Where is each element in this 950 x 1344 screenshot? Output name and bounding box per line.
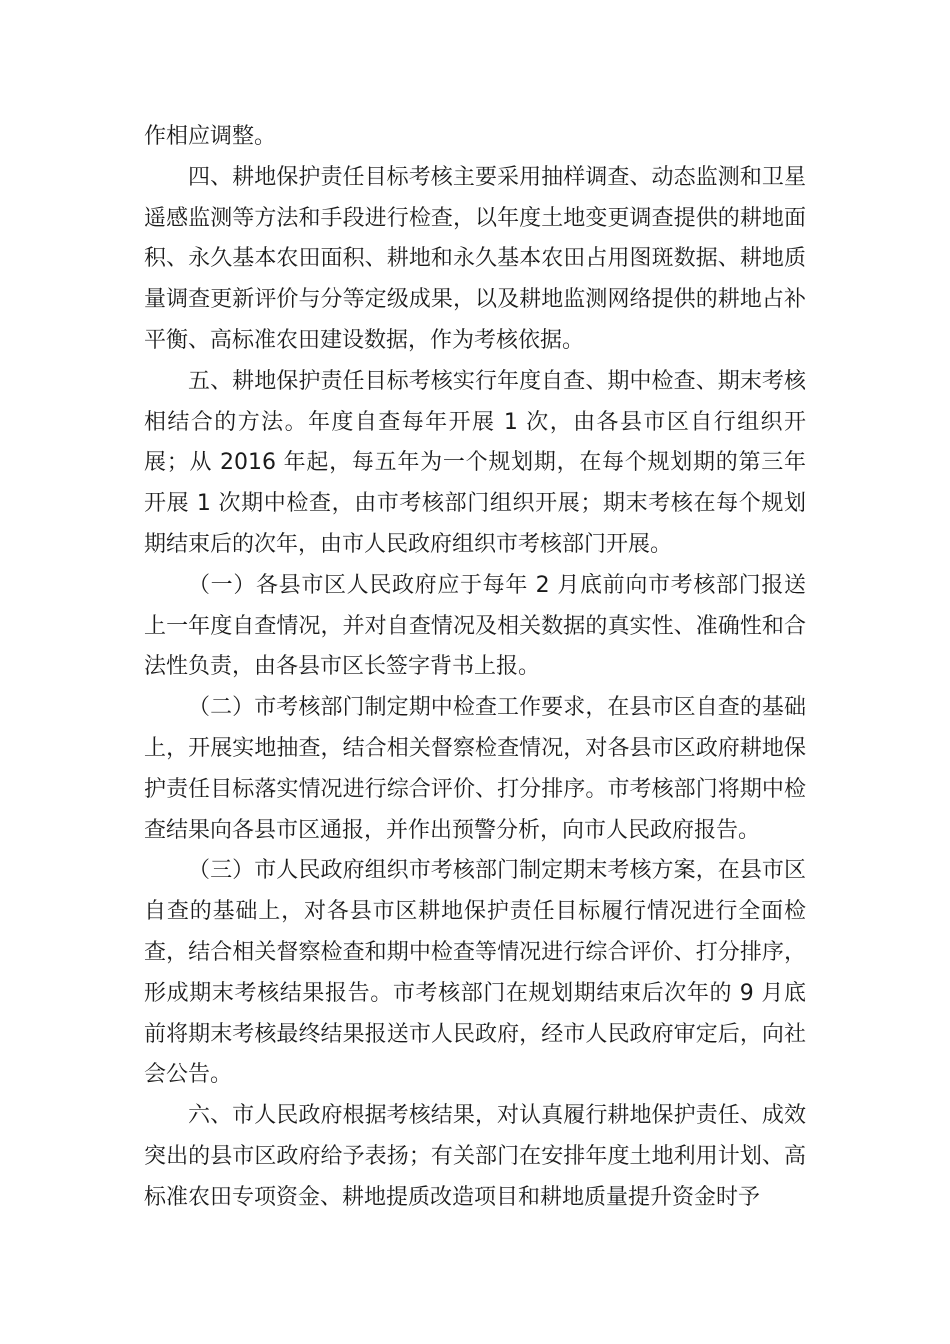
paragraph-subsection-1: （一）各县市区人民政府应于每年 2 月底前向市考核部门报送上一年度自查情况，并对自查情况及相关数据的真实性、准确性和合法性负责，由各县市区长签字背书上报。 [144,572,806,680]
paragraph-section-6: 六、市人民政府根据考核结果，对认真履行耕地保护责任、成效突出的县市区政府给予表扬；有关部门在安排年度土地利用计划、高标准农田专项资金、耕地提质改造项目和耕地质量提升资金时予 [144,1103,806,1210]
paragraph-continuation: 作相应调整。 [144,124,277,149]
paragraph-section-5: 五、耕地保护责任目标考核实行年度自查、期中检查、期末考核相结合的方法。年度自查每年开展 1 次，由各县市区自行组织开展；从 2016 年起，每五年为一个规划期，在每个规划期的第三年开展 1 次期中检查，由市考核部门组织开展；期末考核在每个规划期结束后的次年，由市人民政府组织市考核部门开展。 [144,368,806,557]
paragraph-subsection-3: （三）市人民政府组织市考核部门制定期末考核方案，在县市区自查的基础上，对各县市区耕地保护责任目标履行情况进行全面检查，结合相关督察检查和期中检查等情况进行综合评价、打分排序，形成期末考核结果报告。市考核部门在规划期结束后次年的 9 月底前将期末考核最终结果报送市人民政府，经市人民政府审定后，向社会公告。 [144,858,806,1088]
document-body [144,117,806,1219]
paragraph-section-4: 四、耕地保护责任目标考核主要采用抽样调查、动态监测和卫星遥感监测等方法和手段进行检查，以年度土地变更调查提供的耕地面积、永久基本农田面积、耕地和永久基本农田占用图斑数据、耕地质量调查更新评价与分等定级成果，以及耕地监测网络提供的耕地占补平衡、高标准农田建设数据，作为考核依据。 [144,164,806,353]
paragraph-subsection-2: （二）市考核部门制定期中检查工作要求，在县市区自查的基础上，开展实地抽查，结合相关督察检查情况，对各县市区政府耕地保护责任目标落实情况进行综合评价、打分排序。市考核部门将期中检查结果向各县市区通报，并作出预警分析，向市人民政府报告。 [144,695,806,843]
